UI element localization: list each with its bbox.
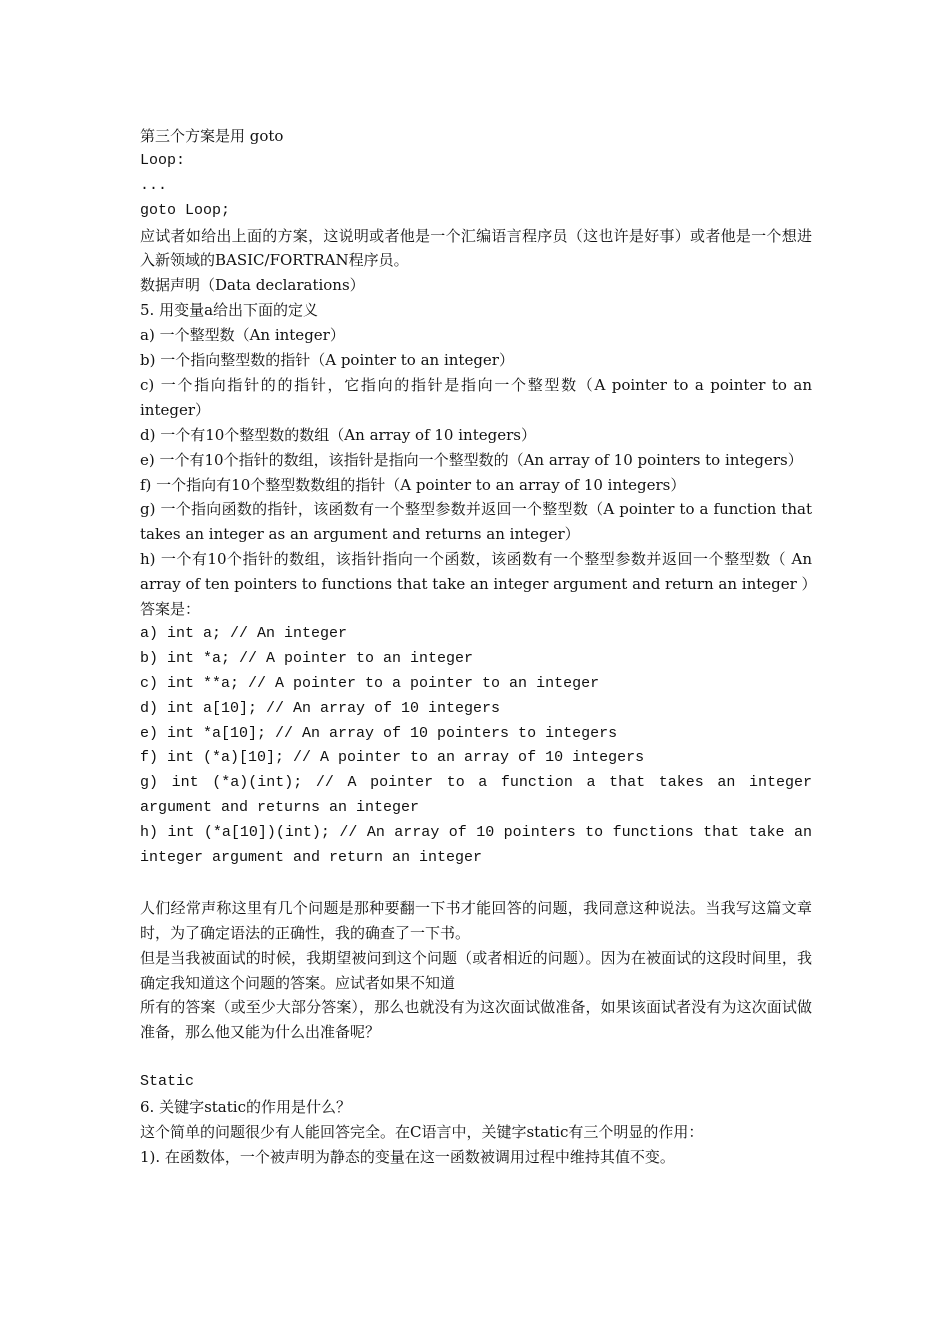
list-item: a) 一个整型数（An integer）: [140, 326, 345, 345]
code-line: d) int a[10]; // An array of 10 integers: [140, 699, 501, 717]
paragraph: 人们经常声称这里有几个问题是那种要翻一下书才能回答的问题，我同意这种说法。当我写这篇文章时，为了确定语法的正确性，我的确查了一下书。: [140, 898, 812, 942]
blank-line: [140, 1045, 812, 1070]
blank-line: [140, 871, 812, 896]
code-line: h) int (*a[10])(int); // An array of 10 pointers to functions that take an integer argument and return an integer: [140, 824, 812, 867]
code-line: f) int (*a)[10]; // A pointer to an array of 10 integers: [140, 749, 645, 767]
list-item: h) 一个有10个指针的数组，该指针指向一个函数，该函数有一个整型参数并返回一个整型数（ An array of ten pointers to functions that take an integer argument and return an integer ）: [140, 550, 817, 594]
answer-heading: 答案是：: [140, 600, 201, 619]
code-line: g) int (*a)(int); // A pointer to a function a that takes an integer argument and returns an integer: [140, 774, 812, 817]
list-item: b) 一个指向整型数的指针（A pointer to an integer）: [140, 351, 514, 370]
text-line: 第三个方案是用 goto: [140, 127, 284, 145]
code-line: c) int **a; // A pointer to a pointer to an integer: [140, 674, 600, 692]
question-title: 5. 用变量a给出下面的定义: [140, 301, 319, 320]
code-line: goto Loop;: [140, 201, 231, 219]
paragraph: 这个简单的问题很少有人能回答完全。在C语言中，关键字static有三个明显的作用：: [140, 1122, 704, 1141]
code-line: Loop:: [140, 151, 186, 169]
code-line: ...: [140, 176, 168, 194]
paragraph: 所有的答案（或至少大部分答案），那么也就没有为这次面试做准备，如果该面试者没有为这次面试做准备，那么他又能为什么出准备呢？: [140, 998, 812, 1042]
code-line: b) int *a; // A pointer to an integer: [140, 649, 474, 667]
code-line: a) int a; // An integer: [140, 624, 348, 642]
question-title: 6. 关键字static的作用是什么？: [140, 1098, 351, 1117]
list-item: c) 一个指向指针的的指针，它指向的指针是指向一个整型数（A pointer to a pointer to an integer）: [140, 375, 812, 419]
section-heading: Static: [140, 1073, 195, 1091]
paragraph: 但是当我被面试的时候，我期望被问到这个问题（或者相近的问题）。因为在被面试的这段时间里，我确定我知道这个问题的答案。应试者如果不知道: [140, 948, 812, 992]
list-item: e) 一个有10个指针的数组，该指针是指向一个整型数的（An array of 10 pointers to integers）: [140, 450, 803, 469]
list-item: g) 一个指向函数的指针，该函数有一个整型参数并返回一个整型数（A pointer to a function that takes an integer as an argument and returns an integer）: [140, 500, 812, 544]
paragraph: 应试者如给出上面的方案，这说明或者他是一个汇编语言程序员（这也许是好事）或者他是一个想进入新领域的BASIC/FORTRAN程序员。: [140, 226, 812, 270]
list-item: f) 一个指向有10个整型数数组的指针（A pointer to an array of 10 integers）: [140, 475, 686, 494]
code-line: e) int *a[10]; // An array of 10 pointers to integers: [140, 724, 618, 742]
list-item: d) 一个有10个整型数的数组（An array of 10 integers）: [140, 425, 536, 444]
paragraph: 1). 在函数体，一个被声明为静态的变量在这一函数被调用过程中维持其值不变。: [140, 1147, 675, 1166]
section-heading: 数据声明（Data declarations）: [140, 276, 365, 295]
document-page: [140, 124, 817, 1170]
